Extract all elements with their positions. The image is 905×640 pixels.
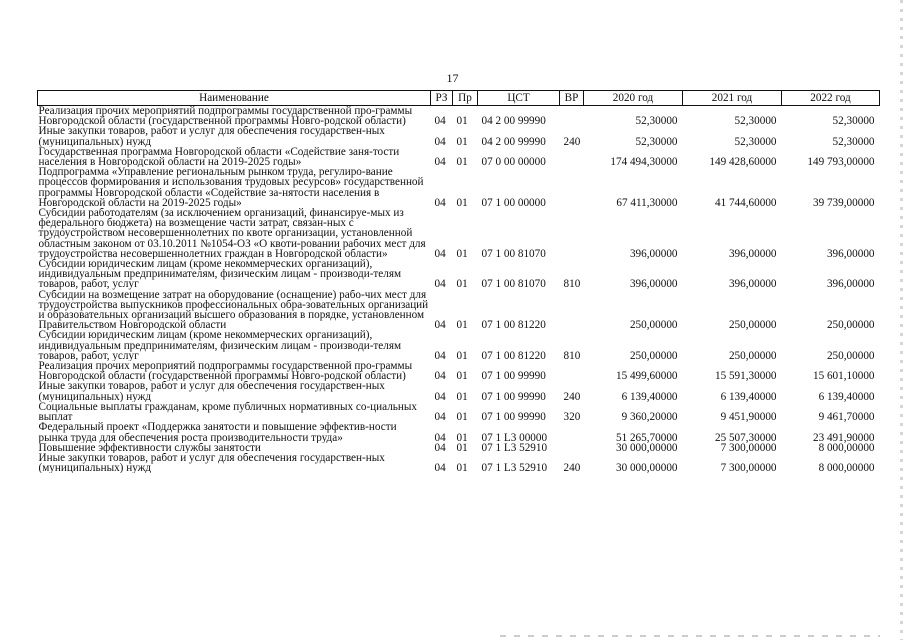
row-name-cell: Субсидии на возмещение затрат на оборудование (оснащение) рабо-чих мест для трудоустройства выпускников профессиональных обра-зовательных организаций и образовательных организаций высшего образования в порядке, установленном Правительством Новгородской области xyxy=(38,289,429,331)
row-rz-cell: 04 xyxy=(434,431,446,443)
row-rz-cell: 04 xyxy=(434,319,446,331)
row-2021-cell: 25 507,30000 xyxy=(714,431,777,443)
row-name-cell: Субсидии работодателям (за исключением организаций, финансируе-мых из федерального бюджета) на возмещение части затрат, связан-ных с трудоустройством несовершеннолетних по квоте организации, установленной областным законом от 03.10.2011 №1054-ОЗ «О квоти-ровании рабочих мест для трудоустройства несовершеннолетних граждан в Новгородской области» xyxy=(38,208,426,260)
row-2021-cell: 9 451,90000 xyxy=(720,411,777,423)
row-cst-cell: 07 1 00 00000 xyxy=(481,196,546,209)
row-2021-cell: 149 428,60000 xyxy=(709,156,777,168)
row-2021-cell: 250,00000 xyxy=(728,319,777,331)
header-cst: ЦСТ xyxy=(478,91,560,106)
row-2021-cell: 396,00000 xyxy=(728,247,777,260)
header-2021: 2021 год xyxy=(683,91,782,106)
row-pr-cell: 01 xyxy=(456,319,468,331)
row-2022-cell: 8 000,00000 xyxy=(818,442,875,453)
row-rz-cell: 04 xyxy=(434,390,446,402)
page-number: 17 xyxy=(446,71,459,85)
row-rz-cell: 04 xyxy=(434,115,446,127)
row-name-cell: Реализация прочих мероприятий подпрограммы государственной про-граммы Новгородской области (государственной программы Новго-родской области) xyxy=(38,105,413,127)
row-2022-cell: 149 793,00000 xyxy=(807,156,875,168)
header-pr: Пр xyxy=(453,91,478,106)
row-rz-cell: 04 xyxy=(434,462,446,474)
scan-bottom-mark xyxy=(500,635,880,637)
row-pr-cell: 01 xyxy=(456,370,468,382)
row-name-cell: Социальные выплаты гражданам, кроме публичных нормативных со-циальных выплат xyxy=(38,401,417,423)
row-2022-cell: 8 000,00000 xyxy=(818,462,875,474)
table-row xyxy=(38,361,880,381)
row-vr-cell: 240 xyxy=(563,462,581,474)
row-2021-cell: 52,30000 xyxy=(734,115,777,127)
row-name-cell: Иные закупки товаров, работ и услуг для обеспечения государствен-ных (муниципальных) нужд xyxy=(38,126,385,147)
row-name-cell: Иные закупки товаров, работ и услуг для обеспечения государствен-ных (муниципальных) нужд xyxy=(38,381,385,402)
row-vr-cell: 240 xyxy=(563,390,581,402)
row-vr-cell xyxy=(560,208,584,259)
row-2020-cell: 52,30000 xyxy=(635,115,678,127)
table-row xyxy=(38,290,880,331)
row-cst-cell: 07 1 00 81220 xyxy=(481,319,546,331)
row-2021-cell: 7 300,00000 xyxy=(720,442,777,453)
table-row xyxy=(38,402,880,422)
row-2021-cell: 250,00000 xyxy=(728,349,777,362)
row-cst-cell: 07 1 00 81070 xyxy=(481,278,546,290)
row-vr-cell xyxy=(560,361,584,381)
row-name-cell: Государственная программа Новгородской области «Содействие заня-тости населения в Новгородской области на 2019-2025 годы» xyxy=(38,146,400,168)
row-name-cell: Иные закупки товаров, работ и услуг для обеспечения государствен-ных (муниципальных) нужд xyxy=(38,452,385,474)
row-name-cell: Субсидии юридическим лицам (кроме некоммерческих организаций), индивидуальным предпринимателям, физическим лицам - производи-телям товаров, работ, услуг xyxy=(38,259,402,290)
row-2020-cell: 396,00000 xyxy=(629,247,678,260)
row-name-cell: Реализация прочих мероприятий подпрограммы государственной про-граммы Новгородской области (государственной программы Новго-родской области) xyxy=(38,361,413,382)
table-row xyxy=(38,381,880,401)
row-name-cell: Подпрограмма «Управление региональным рынком труда, регулиро-вание процессов формирования и использования трудовых ресурсов» государственной программы Новгородской области «Содействие за-нятости населения в Новгородской области на 2019-2025 годы» xyxy=(38,167,424,209)
row-vr-cell xyxy=(560,422,584,442)
row-pr-cell: 01 xyxy=(456,431,468,443)
table-row xyxy=(38,443,880,453)
table-row xyxy=(38,208,880,259)
header-2022: 2022 год xyxy=(782,91,880,106)
row-2020-cell: 30 000,00000 xyxy=(615,442,678,453)
row-cst-cell: 07 1 00 99990 xyxy=(481,411,546,423)
row-2022-cell: 9 461,70000 xyxy=(818,411,875,423)
row-rz-cell: 04 xyxy=(434,135,446,147)
row-2022-cell: 250,00000 xyxy=(826,349,875,362)
row-2020-cell: 250,00000 xyxy=(629,349,678,362)
row-pr-cell: 01 xyxy=(456,462,468,474)
table-header-row xyxy=(38,91,880,106)
table-body xyxy=(38,106,880,474)
row-2020-cell: 15 499,60000 xyxy=(615,370,678,382)
header-vr: ВР xyxy=(560,91,584,106)
scan-edge-mark xyxy=(900,0,903,640)
row-2020-cell: 52,30000 xyxy=(635,135,678,147)
header-2020: 2020 год xyxy=(584,91,683,106)
row-pr-cell: 01 xyxy=(456,247,468,260)
row-rz-cell: 04 xyxy=(434,247,446,260)
row-name-cell: Федеральный проект «Поддержка занятости и повышение эффектив-ности рынка труда для обеспечения роста производительности труда» xyxy=(38,422,397,443)
row-2022-cell: 250,00000 xyxy=(826,319,875,331)
row-2021-cell: 396,00000 xyxy=(728,278,777,290)
row-cst-cell: 07 1 L3 52910 xyxy=(481,462,548,474)
row-pr-cell: 01 xyxy=(456,349,468,362)
row-2020-cell: 396,00000 xyxy=(629,278,678,290)
row-2021-cell: 6 139,40000 xyxy=(720,390,777,402)
row-pr-cell: 01 xyxy=(456,278,468,290)
row-name-cell: Повышение эффективности службы занятости xyxy=(38,442,261,453)
table-row xyxy=(38,453,880,473)
row-pr-cell: 01 xyxy=(456,156,468,168)
row-pr-cell: 01 xyxy=(456,442,468,453)
row-cst-cell: 04 2 00 99990 xyxy=(481,115,546,127)
row-rz-cell: 04 xyxy=(434,411,446,423)
row-cst-cell: 07 0 00 00000 xyxy=(481,156,546,168)
row-cst-cell: 04 2 00 99990 xyxy=(481,135,546,147)
row-pr-cell: 01 xyxy=(456,411,468,423)
row-2021-cell: 52,30000 xyxy=(734,135,777,147)
row-2022-cell: 6 139,40000 xyxy=(818,390,875,402)
table-row xyxy=(38,106,880,127)
row-vr-cell: 810 xyxy=(563,278,581,290)
row-cst-cell: 07 1 00 81070 xyxy=(481,247,546,260)
row-vr-cell xyxy=(560,290,584,331)
row-vr-cell xyxy=(560,147,584,167)
row-rz-cell: 04 xyxy=(434,349,446,362)
row-vr-cell: 810 xyxy=(563,349,581,362)
budget-table xyxy=(37,90,880,473)
row-cst-cell: 07 1 00 81220 xyxy=(481,349,546,362)
row-pr-cell: 01 xyxy=(456,135,468,147)
row-2020-cell: 174 494,30000 xyxy=(610,156,678,168)
row-rz-cell: 04 xyxy=(434,442,446,453)
row-vr-cell: 240 xyxy=(563,135,581,147)
row-2020-cell: 9 360,20000 xyxy=(621,411,678,423)
row-2020-cell: 51 265,70000 xyxy=(615,431,678,443)
row-2022-cell: 396,00000 xyxy=(826,278,875,290)
row-vr-cell xyxy=(560,106,584,127)
row-vr-cell: 320 xyxy=(563,411,581,423)
row-2022-cell: 23 491,90000 xyxy=(812,431,875,443)
row-2021-cell: 15 591,30000 xyxy=(714,370,777,382)
row-rz-cell: 04 xyxy=(434,196,446,209)
row-2022-cell: 52,30000 xyxy=(832,135,875,147)
row-name-cell: Субсидии юридическим лицам (кроме некоммерческих организаций), индивидуальным предпринимателям, физическим лицам - производи-телям товаров, работ, услуг xyxy=(38,330,402,362)
row-cst-cell: 07 1 L3 52910 xyxy=(481,442,548,453)
row-2020-cell: 30 000,00000 xyxy=(615,462,678,474)
table-row xyxy=(38,167,880,208)
row-2022-cell: 39 739,00000 xyxy=(812,196,875,209)
row-cst-cell: 07 1 L3 00000 xyxy=(481,431,548,443)
row-pr-cell: 01 xyxy=(456,115,468,127)
row-pr-cell: 01 xyxy=(456,390,468,402)
table-row xyxy=(38,422,880,442)
row-2021-cell: 7 300,00000 xyxy=(720,462,777,474)
row-2022-cell: 15 601,10000 xyxy=(812,370,875,382)
row-2022-cell: 396,00000 xyxy=(826,247,875,260)
row-2020-cell: 250,00000 xyxy=(629,319,678,331)
row-rz-cell: 04 xyxy=(434,156,446,168)
table-row xyxy=(38,259,880,290)
header-rz: РЗ xyxy=(431,91,453,106)
row-2021-cell: 41 744,60000 xyxy=(714,196,777,209)
row-pr-cell: 01 xyxy=(456,196,468,209)
row-2020-cell: 67 411,30000 xyxy=(616,196,678,209)
row-rz-cell: 04 xyxy=(434,278,446,290)
row-2022-cell: 52,30000 xyxy=(832,115,875,127)
row-rz-cell: 04 xyxy=(434,370,446,382)
table-row xyxy=(38,147,880,167)
row-vr-cell xyxy=(560,443,584,453)
row-vr-cell xyxy=(560,167,584,208)
table-row xyxy=(38,330,880,361)
row-cst-cell: 07 1 00 99990 xyxy=(481,370,546,382)
header-name: Наименование xyxy=(38,91,431,106)
table-row xyxy=(38,126,880,146)
row-cst-cell: 07 1 00 99990 xyxy=(481,390,546,402)
row-2020-cell: 6 139,40000 xyxy=(621,390,678,402)
